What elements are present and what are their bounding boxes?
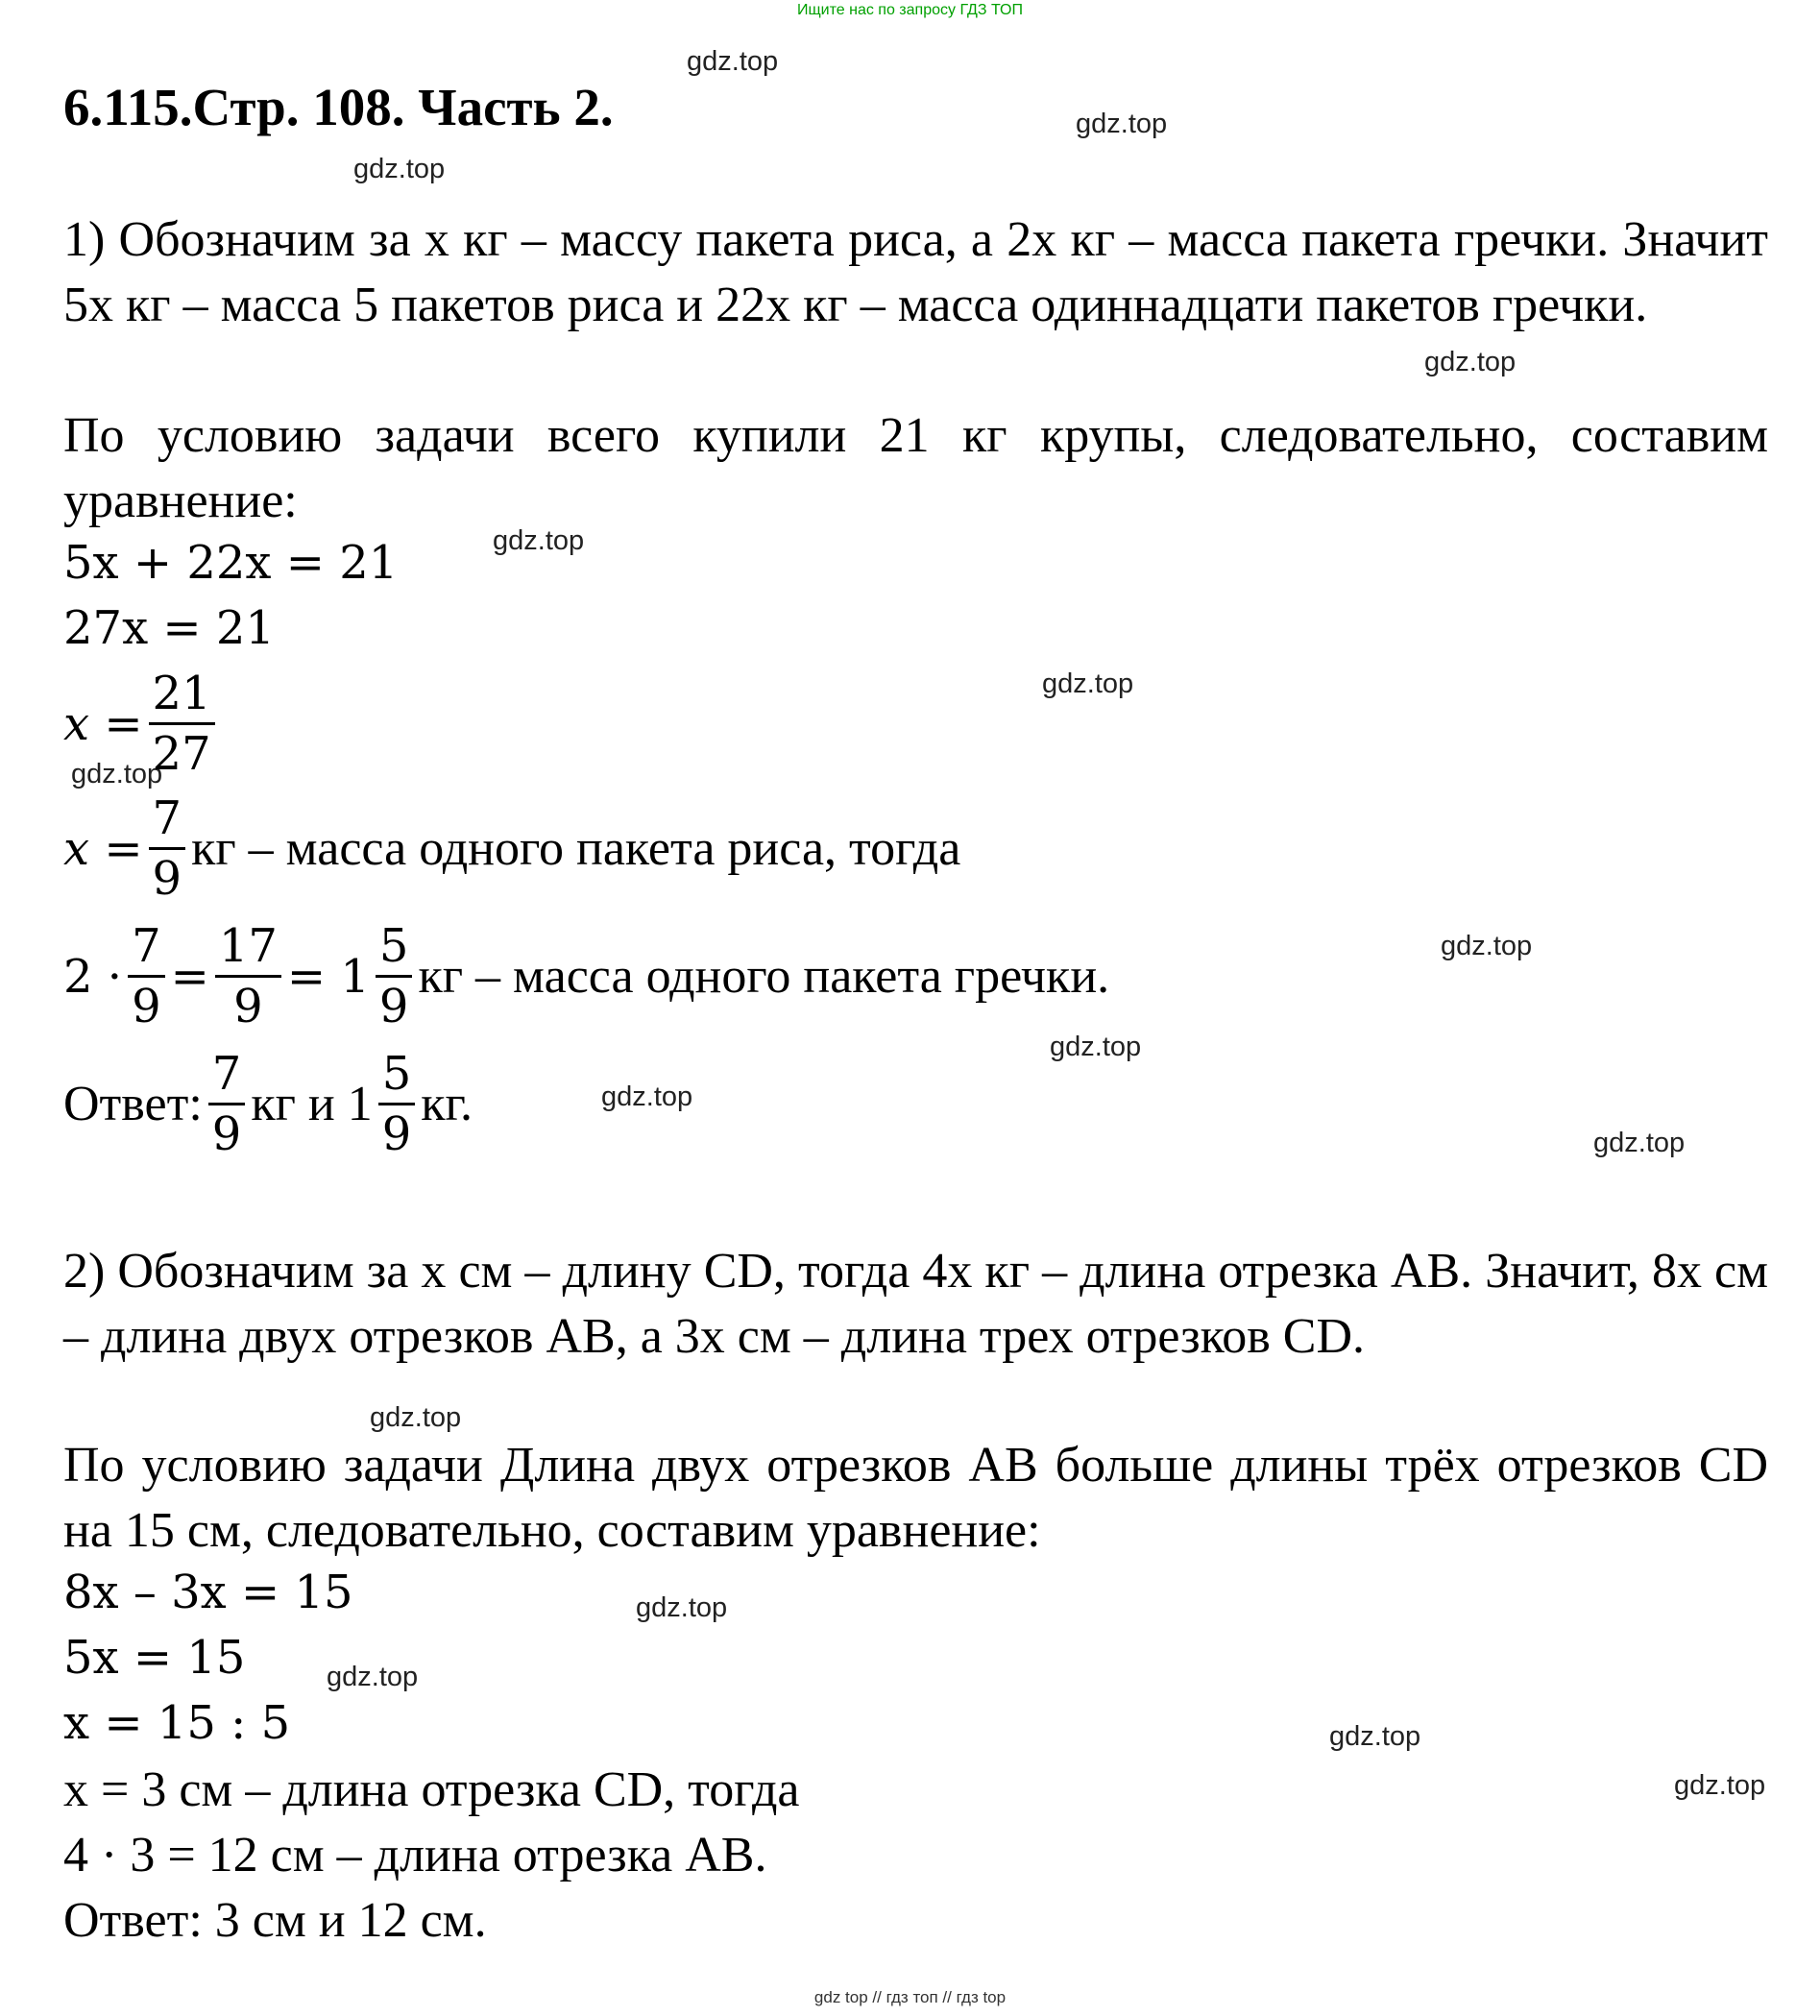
answer-mid: кг и 1	[251, 1077, 373, 1131]
part1-condition: По условию задачи всего купили 21 кг крупы, следовательно, составим уравнение:	[63, 408, 1768, 528]
part2-equation-5: 4 · 3 = 12 см – длина отрезка AB.	[63, 1828, 767, 1882]
eq-part: = 1	[286, 949, 370, 1004]
denominator: 27	[152, 727, 211, 781]
part2-answer: Ответ: 3 см и 12 см.	[63, 1893, 487, 1948]
denominator: 9	[211, 1107, 242, 1161]
watermark: gdz.top	[1441, 931, 1533, 961]
numerator: 7	[128, 917, 165, 978]
part1-equation-2: 27x = 21	[63, 601, 275, 655]
watermark: gdz.top	[327, 1662, 419, 1692]
part2-equation-1: 8x – 3x = 15	[63, 1566, 353, 1619]
page-title: 6.115.Стр. 108. Часть 2.	[63, 78, 614, 136]
part1-answer	[63, 1045, 473, 1163]
part1-equation-4	[63, 789, 960, 908]
answer-label: Ответ:	[63, 1077, 203, 1131]
denominator: 9	[233, 980, 263, 1033]
watermark: gdz.top	[71, 759, 163, 789]
fraction	[378, 1045, 416, 1163]
part1-equation-3	[63, 665, 221, 783]
header-note: Ищите нас по запросу ГДЗ ТОП	[797, 2, 1023, 18]
footer-note: gdz top // гдз топ // гдз top	[813, 1988, 1007, 2006]
part2-condition: По условию задачи Длина двух отрезков AB больше длины трёх отрезков CD на 15 см, следовательно, составим уравнение:	[63, 1438, 1768, 1558]
watermark: gdz.top	[370, 1402, 462, 1433]
watermark: gdz.top	[1076, 109, 1168, 139]
denominator: 9	[378, 980, 409, 1033]
fraction	[215, 917, 281, 1035]
watermark: gdz.top	[1329, 1721, 1421, 1752]
numerator: 7	[149, 789, 186, 850]
numerator: 7	[208, 1045, 246, 1105]
fraction	[376, 917, 413, 1035]
eq-part: =	[170, 949, 209, 1004]
watermark: gdz.top	[1424, 347, 1517, 377]
answer-end: кг.	[421, 1077, 473, 1131]
watermark: gdz.top	[636, 1592, 728, 1623]
part1-equation-5	[63, 917, 1109, 1035]
eq-lhs: x =	[63, 821, 143, 876]
numerator: 21	[149, 665, 215, 725]
watermark: gdz.top	[353, 154, 446, 184]
part2-equation-2: 5x = 15	[63, 1631, 246, 1685]
denominator: 9	[381, 1107, 412, 1161]
denominator: 9	[152, 852, 182, 906]
denominator: 9	[132, 980, 161, 1033]
fraction	[149, 665, 215, 783]
watermark: gdz.top	[1674, 1770, 1766, 1801]
fraction	[208, 1045, 246, 1163]
part1-intro: 1) Обозначим за x кг – массу пакета риса, а 2x кг – масса пакета гречки. Значит 5x кг – масса 5 пакетов риса и 22x кг – масса одиннадцати пакетов гречки.	[63, 212, 1768, 332]
watermark: gdz.top	[1042, 668, 1134, 699]
watermark: gdz.top	[493, 525, 585, 556]
eq-text: кг – масса одного пакета гречки.	[418, 949, 1110, 1004]
part2-equation-3: x = 15 : 5	[63, 1696, 291, 1750]
eq-part: 2 ·	[63, 949, 123, 1004]
part2-intro: 2) Обозначим за x см – длину CD, тогда 4x кг – длина отрезка AB. Значит, 8x см – длина двух отрезков AB, а 3x см – длина трех отрезков CD.	[63, 1244, 1768, 1364]
watermark: gdz.top	[1050, 1032, 1142, 1062]
watermark: gdz.top	[687, 46, 779, 77]
fraction	[128, 917, 165, 1035]
part1-equation-1: 5x + 22x = 21	[63, 536, 399, 590]
part2-equation-4: x = 3 см – длина отрезка CD, тогда	[63, 1762, 800, 1817]
watermark: gdz.top	[601, 1081, 693, 1112]
fraction	[149, 789, 186, 908]
watermark: gdz.top	[1593, 1128, 1686, 1158]
numerator: 17	[215, 917, 281, 978]
eq-lhs: x =	[63, 696, 143, 751]
numerator: 5	[376, 917, 413, 978]
numerator: 5	[378, 1045, 416, 1105]
eq-text: кг – масса одного пакета риса, тогда	[191, 821, 961, 876]
